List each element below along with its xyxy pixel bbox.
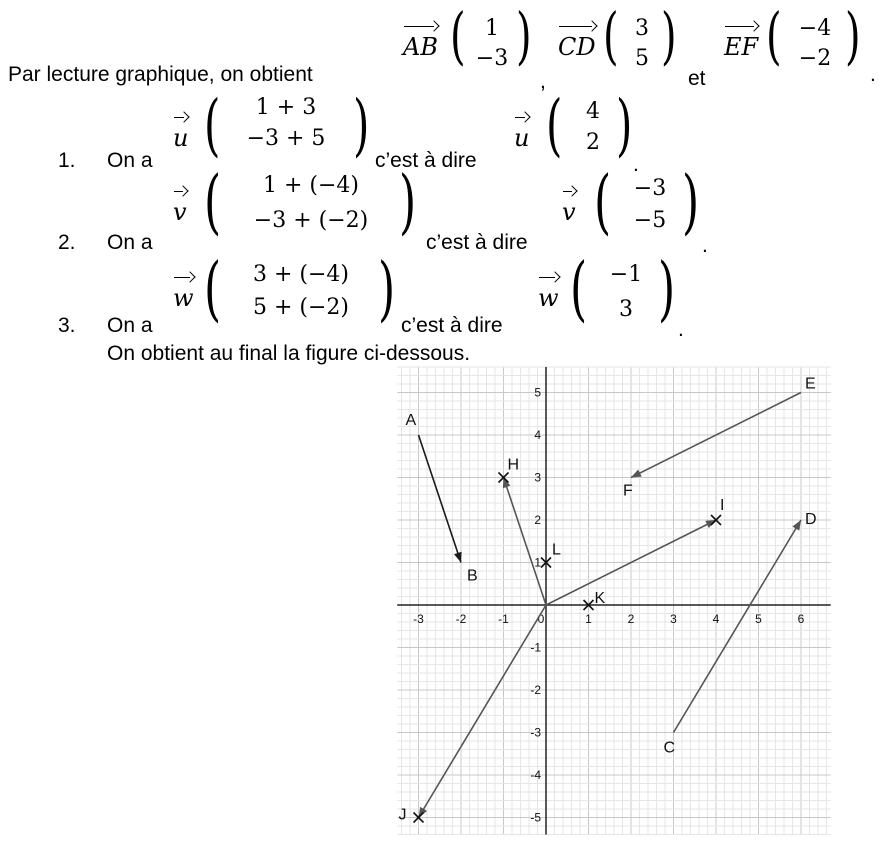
intro-text: Par lecture graphique, on obtient	[8, 63, 313, 86]
item-1-middle: c’est à dire	[375, 149, 477, 172]
vector-AB-line	[419, 435, 462, 563]
y-tick-label: -1	[530, 640, 541, 655]
x-tick-label: 4	[712, 612, 720, 626]
item-3-middle: c’est à dire	[401, 314, 503, 337]
intro-et: et	[688, 67, 706, 90]
item-1-result-paren-close: )	[616, 85, 633, 164]
item-3-paren-open: (	[204, 248, 222, 331]
paren-ab-close: )	[516, 1, 532, 73]
point-A-label: A	[405, 412, 417, 429]
item-3-ry: 3	[619, 297, 633, 322]
vector-v-label: v	[173, 198, 187, 226]
vector-w-result-label: w	[538, 284, 559, 312]
y-tick-label: 1	[534, 555, 541, 570]
ab-x: 1	[485, 16, 499, 41]
paren-ef-open: (	[766, 1, 782, 73]
item-2-period: .	[702, 234, 708, 257]
item-3-result-paren-close: )	[658, 248, 676, 331]
intro-comma: ,	[540, 70, 546, 93]
item-2-x: 1 + (−4)	[262, 173, 359, 198]
item-3-period: .	[678, 318, 684, 341]
item-3-y: 5 + (−2)	[252, 295, 349, 320]
x-tick-label: -3	[413, 612, 424, 626]
vector-ef-label: EF	[724, 33, 759, 61]
point-H-label: H	[507, 456, 520, 474]
item-2-prefix: On a	[107, 231, 153, 254]
y-tick-label: 2	[534, 513, 541, 527]
vector-CD-arrowhead	[792, 520, 801, 531]
point-J-label: J	[398, 806, 407, 824]
item-2-y: −3 + (−2)	[253, 208, 369, 233]
y-tick-label: -5	[530, 810, 541, 825]
y-tick-label: -3	[530, 725, 541, 740]
y-tick-label: 3	[534, 470, 541, 485]
point-I-label: I	[720, 497, 725, 514]
vector-u-label: u	[173, 124, 189, 152]
item-1-paren-close: )	[353, 85, 370, 164]
y-tick-label: 4	[534, 428, 541, 442]
item-2-rx: −3	[633, 176, 667, 201]
x-tick-label: 5	[755, 612, 762, 626]
item-3-rx: −1	[609, 262, 643, 287]
paren-ab-open: (	[450, 1, 466, 73]
item-2-result-paren-open: (	[594, 161, 612, 244]
vector-CD-line	[674, 520, 802, 733]
cd-y: 5	[635, 46, 649, 71]
ab-y: −3	[475, 46, 509, 71]
item-1-result-paren-open: (	[546, 85, 563, 164]
y-tick-label: -4	[530, 768, 541, 782]
item-1-paren-open: (	[204, 85, 221, 164]
item-1-period: .	[633, 153, 639, 176]
vector-EF-arrowhead	[631, 469, 642, 477]
point-C-label: C	[663, 739, 676, 757]
cd-x: 3	[635, 16, 649, 41]
y-tick-label: -2	[530, 683, 541, 697]
vector-OJ-line	[419, 605, 547, 818]
item-1-ry: 2	[586, 130, 600, 155]
item-3-result-paren-open: (	[570, 248, 588, 331]
item-1-rx: 4	[586, 99, 600, 124]
item-1-x: 1 + 3	[255, 95, 317, 120]
item-1-number: 1.	[58, 149, 76, 172]
item-3-x: 3 + (−4)	[252, 262, 349, 287]
point-K-label: K	[594, 590, 606, 607]
vector-w-label: w	[173, 284, 194, 312]
vector-cd-label: CD	[558, 33, 596, 61]
item-3-prefix: On a	[107, 314, 153, 337]
item-2-number: 2.	[58, 231, 76, 254]
point-L-label: L	[552, 541, 561, 559]
paren-ef-close: )	[845, 1, 861, 73]
item-2-ry: −5	[633, 208, 667, 233]
paren-cd-close: )	[661, 1, 677, 73]
point-D-label: D	[805, 511, 817, 528]
x-tick-label: 3	[670, 612, 677, 626]
vector-u-result-label: u	[514, 124, 530, 152]
ef-x: −4	[798, 16, 832, 41]
intro-period: .	[870, 63, 876, 86]
conclusion-text: On obtient au final la figure ci-dessous.	[107, 342, 471, 365]
point-E-label: E	[805, 375, 816, 393]
item-2-result-paren-close: )	[682, 161, 700, 244]
item-3-paren-close: )	[378, 248, 396, 331]
item-2-paren-open: (	[204, 161, 222, 244]
x-tick-label: 1	[585, 612, 592, 626]
x-tick-label: 0	[537, 612, 545, 626]
ef-y: −2	[798, 46, 832, 71]
vector-v-result-label: v	[562, 198, 576, 226]
item-2-middle: c’est à dire	[426, 231, 528, 254]
point-B-label: B	[467, 567, 478, 585]
y-tick-label: 5	[534, 385, 541, 400]
item-1-y: −3 + 5	[246, 126, 326, 151]
item-2-paren-close: )	[399, 161, 417, 244]
point-F-label: F	[623, 482, 633, 500]
vector-OH-line	[504, 478, 547, 606]
item-3-number: 3.	[58, 314, 76, 337]
x-tick-label: 6	[797, 612, 805, 626]
item-1-prefix: On a	[107, 149, 153, 172]
vector-AB-arrowhead	[454, 552, 462, 563]
x-tick-label: -2	[455, 612, 467, 626]
x-tick-label: -1	[498, 612, 509, 626]
x-tick-label: 2	[627, 612, 635, 626]
vector-ab-label: AB	[403, 33, 438, 61]
paren-cd-open: (	[603, 1, 619, 73]
